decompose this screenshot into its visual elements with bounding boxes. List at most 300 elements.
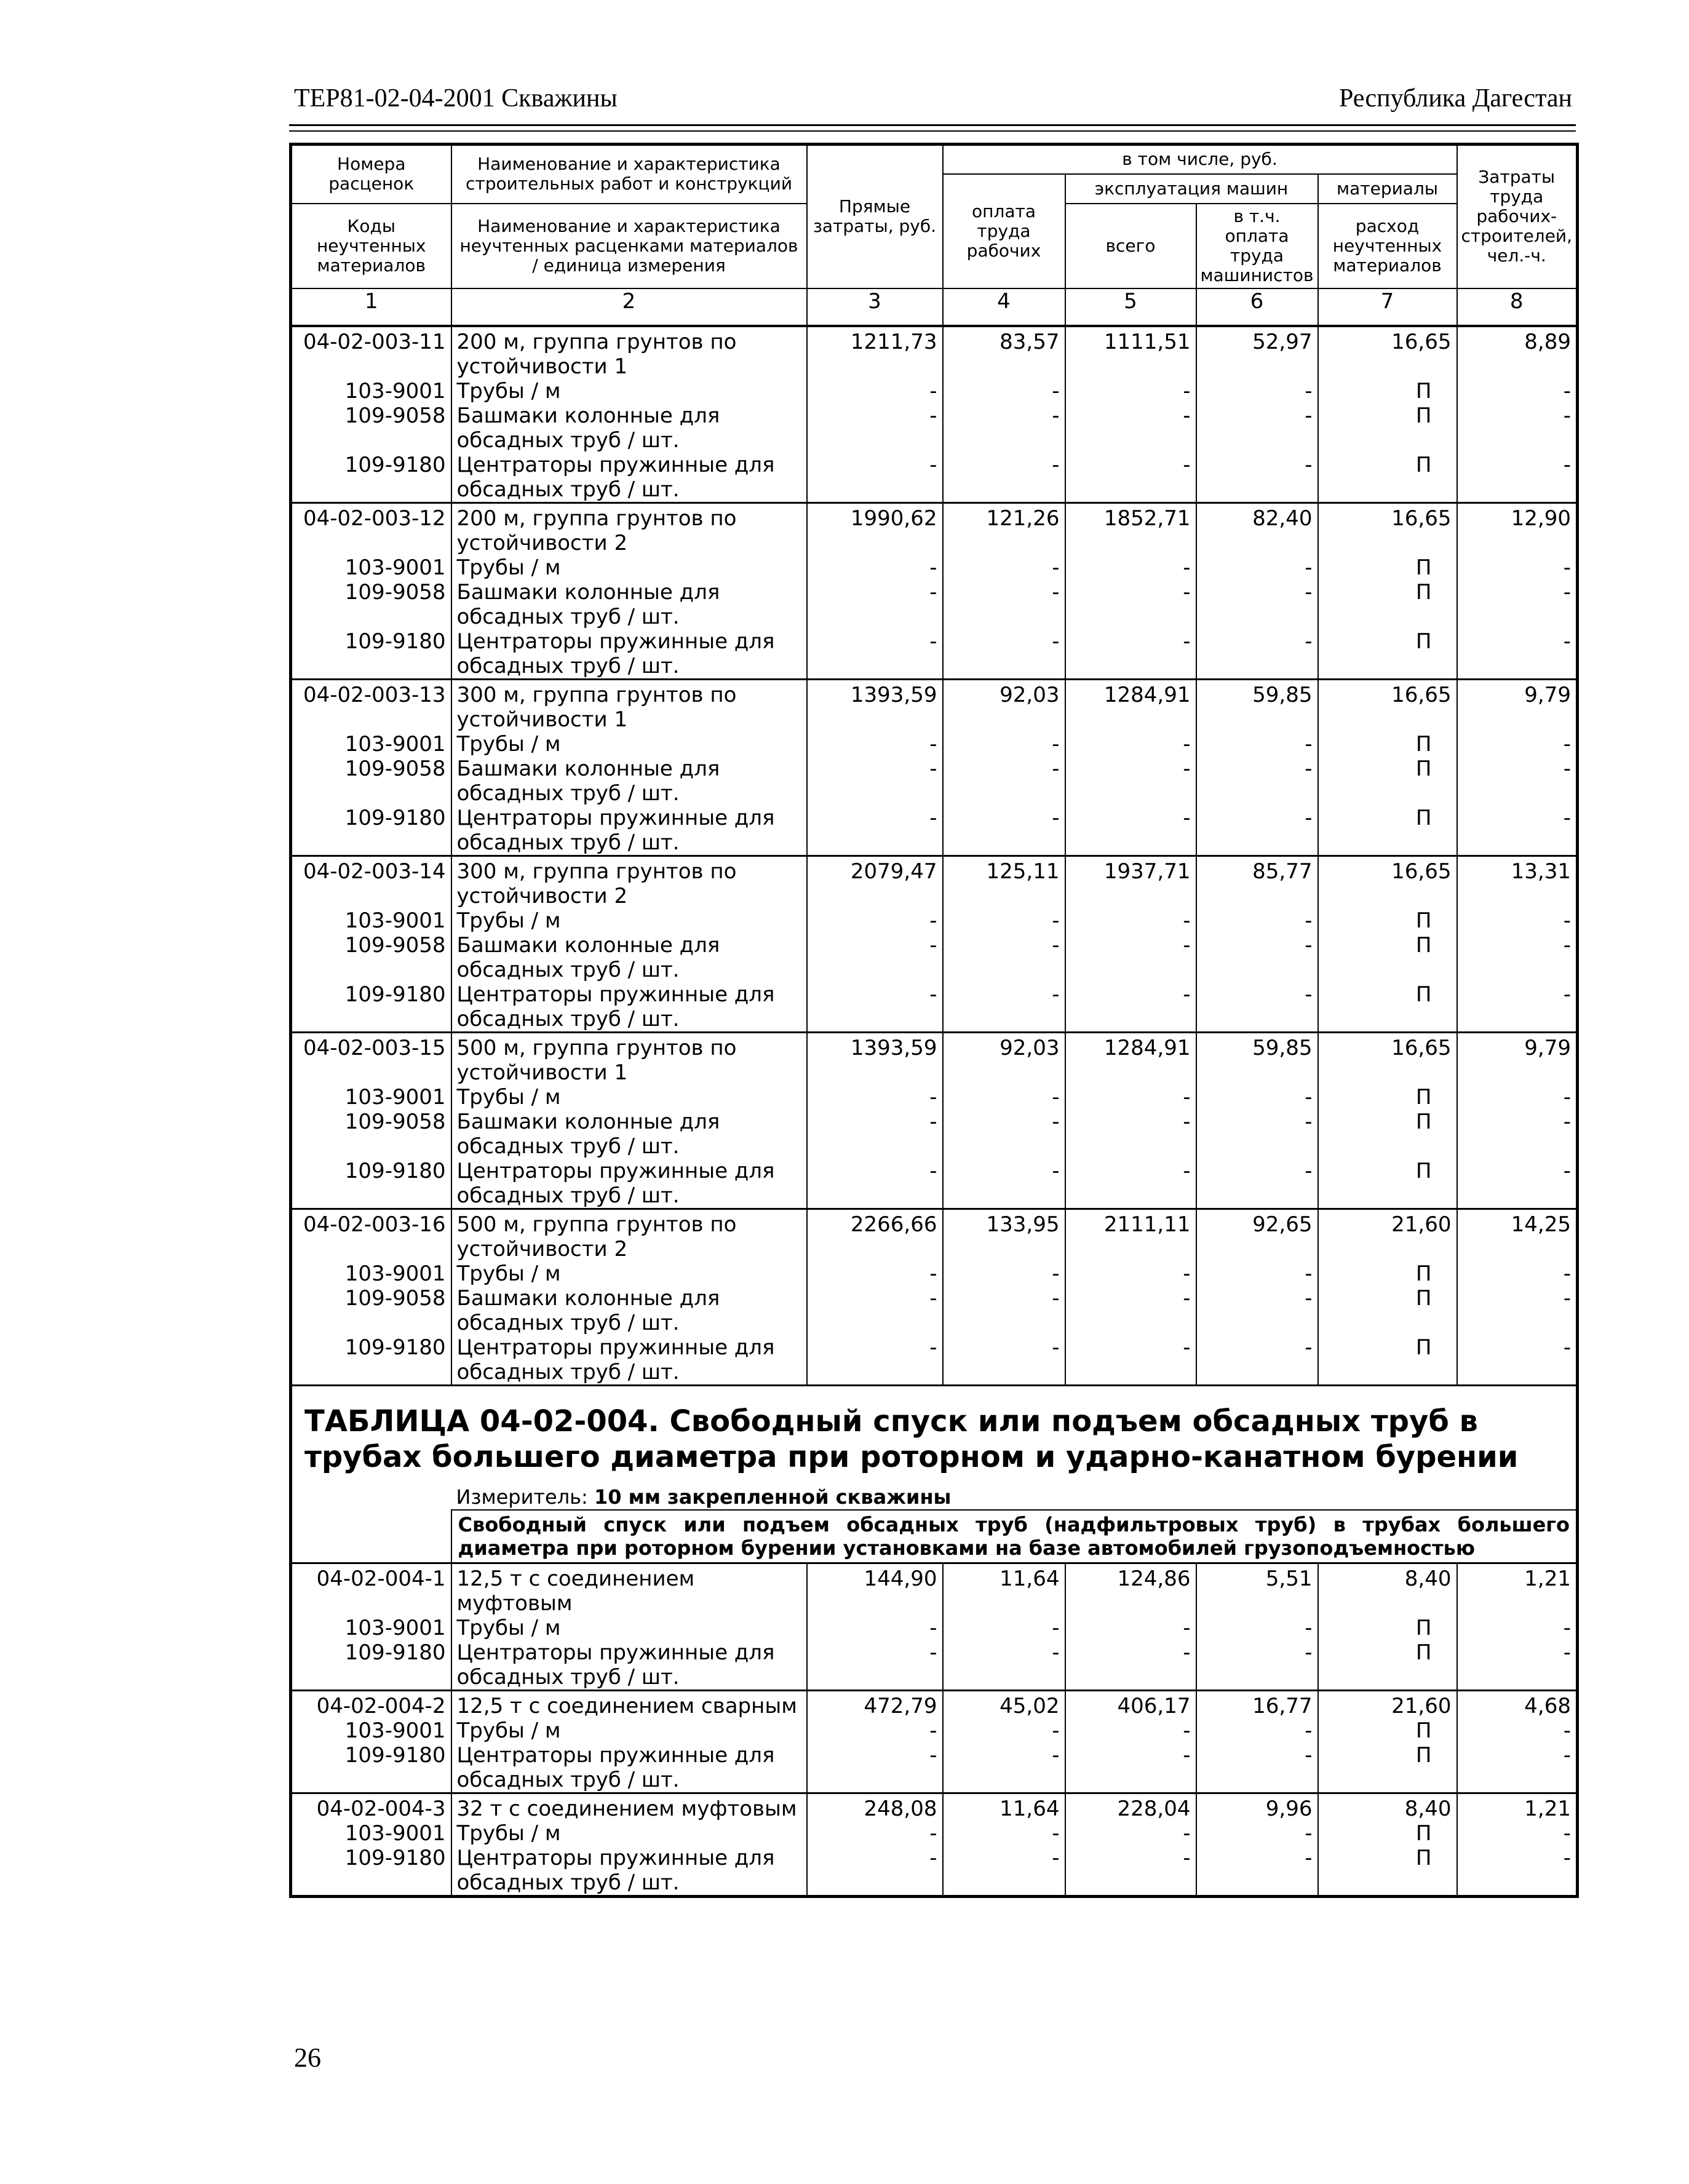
- material-row: [291, 1616, 1578, 1640]
- material-name: Трубы / м: [451, 1718, 807, 1743]
- rate-name: 12,5 т с соединением сварным: [451, 1690, 807, 1718]
- rate-value: 59,85: [1196, 1032, 1318, 1085]
- unaccounted-mark: П: [1318, 982, 1457, 1033]
- dash-cell: -: [1196, 1616, 1318, 1640]
- unaccounted-mark: П: [1318, 1085, 1457, 1110]
- dash-cell: -: [1065, 1159, 1196, 1209]
- dash-cell: -: [1457, 1286, 1578, 1335]
- material-row: [291, 908, 1578, 933]
- dash-cell: -: [1065, 629, 1196, 680]
- material-code: 109-9058: [291, 933, 451, 982]
- material-code: 109-9058: [291, 756, 451, 806]
- dash-cell: -: [1196, 1110, 1318, 1159]
- rate-value: 16,65: [1318, 1032, 1457, 1085]
- material-code: 103-9001: [291, 555, 451, 580]
- dash-cell: -: [943, 1846, 1065, 1897]
- table-title-text: Свободный спуск или подъем обсадных труб в трубах большего диаметра при роторном и ударно-канатном бурении: [304, 1404, 1519, 1474]
- rate-code: 04-02-003-11: [291, 326, 451, 379]
- material-row: [291, 982, 1578, 1033]
- material-name: Башмаки колонные для обсадных труб / шт.: [451, 933, 807, 982]
- table-body-2: [291, 1563, 1578, 1896]
- dash-cell: -: [1196, 1640, 1318, 1691]
- dash-cell: -: [1196, 629, 1318, 680]
- rate-value: 1990,62: [807, 502, 943, 555]
- dash-cell: -: [943, 1261, 1065, 1286]
- rate-value: 8,40: [1318, 1793, 1457, 1821]
- rate-value: 4,68: [1457, 1690, 1578, 1718]
- section2-heading: [291, 1385, 1578, 1563]
- dash-cell: -: [1196, 756, 1318, 806]
- page-number: 26: [294, 2043, 321, 2073]
- col-num: 5: [1065, 288, 1196, 326]
- dash-cell: -: [807, 1110, 943, 1159]
- col-num: 2: [451, 288, 807, 326]
- dash-cell: -: [807, 629, 943, 680]
- dash-cell: -: [1065, 1846, 1196, 1897]
- rate-row: [291, 326, 1578, 379]
- material-name: Башмаки колонные для обсадных труб / шт.: [451, 403, 807, 453]
- dash-cell: -: [1065, 453, 1196, 503]
- unaccounted-mark: П: [1318, 732, 1457, 756]
- col2-bottom-heading: Наименование и характеристика неучтенных расценками материалов / единица измерения: [451, 204, 807, 288]
- dash-cell: -: [943, 1616, 1065, 1640]
- machines-heading: эксплуатация машин: [1065, 174, 1318, 204]
- material-name: Центраторы пружинные для обсадных труб / шт.: [451, 1335, 807, 1386]
- dash-cell: -: [807, 982, 943, 1033]
- dash-cell: -: [1196, 732, 1318, 756]
- dash-cell: -: [1065, 580, 1196, 629]
- dash-cell: -: [807, 1085, 943, 1110]
- dash-cell: -: [1065, 908, 1196, 933]
- dash-cell: -: [1196, 403, 1318, 453]
- dash-cell: -: [1196, 1261, 1318, 1286]
- dash-cell: -: [1196, 806, 1318, 856]
- rate-row: [291, 1209, 1578, 1261]
- rate-value: 8,89: [1457, 326, 1578, 379]
- dash-cell: -: [1457, 1616, 1578, 1640]
- col-num: 1: [291, 288, 451, 326]
- col1-bottom-heading: Коды неучтенных материалов: [291, 204, 451, 288]
- col6-heading: в т.ч. оплата труда машинистов: [1196, 204, 1318, 288]
- material-row: [291, 806, 1578, 856]
- dash-cell: -: [943, 580, 1065, 629]
- material-row: [291, 1846, 1578, 1897]
- rate-value: 16,65: [1318, 502, 1457, 555]
- measure-value: 10 мм закрепленной скважины: [594, 1485, 952, 1509]
- col-num: 7: [1318, 288, 1457, 326]
- rate-name: 300 м, группа грунтов по устойчивости 2: [451, 856, 807, 908]
- dash-cell: -: [1457, 982, 1578, 1033]
- dash-cell: -: [1196, 1743, 1318, 1793]
- rate-value: 21,60: [1318, 1690, 1457, 1718]
- dash-cell: -: [807, 933, 943, 982]
- unaccounted-mark: П: [1318, 453, 1457, 503]
- rate-value: 92,65: [1196, 1209, 1318, 1261]
- dash-cell: -: [1196, 1159, 1318, 1209]
- rate-code: 04-02-004-2: [291, 1690, 451, 1718]
- dash-cell: -: [943, 1335, 1065, 1386]
- rate-row: [291, 1793, 1578, 1821]
- rate-name: 12,5 т с соединением муфтовым: [451, 1563, 807, 1616]
- dash-cell: -: [1065, 1110, 1196, 1159]
- rate-value: 124,86: [1065, 1563, 1196, 1616]
- table-header: [291, 145, 1578, 288]
- dash-cell: -: [807, 756, 943, 806]
- rate-code: 04-02-004-1: [291, 1563, 451, 1616]
- rate-name: 200 м, группа грунтов по устойчивости 1: [451, 326, 807, 379]
- dash-cell: -: [1457, 1846, 1578, 1897]
- unaccounted-mark: П: [1318, 1159, 1457, 1209]
- header-rule: [289, 124, 1576, 126]
- dash-cell: -: [1065, 1085, 1196, 1110]
- material-name: Трубы / м: [451, 1085, 807, 1110]
- material-name: Башмаки колонные для обсадных труб / шт.: [451, 1110, 807, 1159]
- material-name: Башмаки колонные для обсадных труб / шт.: [451, 1286, 807, 1335]
- material-code: 103-9001: [291, 379, 451, 403]
- col3-heading: Прямые затраты, руб.: [807, 145, 943, 288]
- rate-name: 32 т с соединением муфтовым: [451, 1793, 807, 1821]
- dash-cell: -: [943, 1159, 1065, 1209]
- dash-cell: -: [1065, 1616, 1196, 1640]
- subsection-heading: Свободный спуск или подъем обсадных труб (надфильтровых труб) в трубах большего диаметра при роторном бурении установками на базе автомобилей грузоподъемностью: [451, 1510, 1578, 1563]
- dash-cell: -: [1457, 555, 1578, 580]
- dash-cell: -: [1065, 379, 1196, 403]
- material-code: 109-9180: [291, 1159, 451, 1209]
- material-row: [291, 1085, 1578, 1110]
- unaccounted-mark: П: [1318, 1821, 1457, 1846]
- dash-cell: -: [943, 1110, 1065, 1159]
- dash-cell: -: [943, 933, 1065, 982]
- material-name: Трубы / м: [451, 555, 807, 580]
- unaccounted-mark: П: [1318, 555, 1457, 580]
- dash-cell: -: [807, 732, 943, 756]
- dash-cell: -: [807, 1718, 943, 1743]
- dash-cell: -: [1065, 732, 1196, 756]
- unaccounted-mark: П: [1318, 933, 1457, 982]
- material-name: Центраторы пружинные для обсадных труб / шт.: [451, 1846, 807, 1897]
- material-row: [291, 1718, 1578, 1743]
- dash-cell: -: [1065, 403, 1196, 453]
- dash-cell: -: [943, 1821, 1065, 1846]
- rate-code: 04-02-004-3: [291, 1793, 451, 1821]
- dash-cell: -: [1457, 933, 1578, 982]
- rate-value: 1393,59: [807, 1032, 943, 1085]
- unaccounted-mark: П: [1318, 1640, 1457, 1691]
- dash-cell: -: [1457, 1743, 1578, 1793]
- dash-cell: -: [1065, 1718, 1196, 1743]
- rate-value: 9,79: [1457, 679, 1578, 732]
- rate-value: 9,96: [1196, 1793, 1318, 1821]
- rate-name: 500 м, группа грунтов по устойчивости 2: [451, 1209, 807, 1261]
- dash-cell: -: [1457, 1821, 1578, 1846]
- rate-value: 228,04: [1065, 1793, 1196, 1821]
- unaccounted-mark: П: [1318, 1846, 1457, 1897]
- dash-cell: -: [1457, 1110, 1578, 1159]
- dash-cell: -: [807, 1286, 943, 1335]
- rate-value: 1937,71: [1065, 856, 1196, 908]
- dash-cell: -: [1196, 1085, 1318, 1110]
- rate-value: 5,51: [1196, 1563, 1318, 1616]
- material-name: Центраторы пружинные для обсадных труб / шт.: [451, 629, 807, 680]
- dash-cell: -: [807, 453, 943, 503]
- unaccounted-mark: П: [1318, 1261, 1457, 1286]
- table-title: [291, 1385, 1578, 1481]
- rate-value: 16,77: [1196, 1690, 1318, 1718]
- dash-cell: -: [1457, 732, 1578, 756]
- measure-label: Измеритель:: [456, 1485, 588, 1509]
- dash-cell: -: [943, 1718, 1065, 1743]
- material-row: [291, 403, 1578, 453]
- unaccounted-mark: П: [1318, 1616, 1457, 1640]
- dash-cell: -: [943, 1085, 1065, 1110]
- material-name: Центраторы пружинные для обсадных труб / шт.: [451, 982, 807, 1033]
- material-name: Трубы / м: [451, 908, 807, 933]
- materials-heading: материалы: [1318, 174, 1457, 204]
- dash-cell: -: [1457, 908, 1578, 933]
- dash-cell: -: [1196, 580, 1318, 629]
- dash-cell: -: [943, 756, 1065, 806]
- dash-cell: -: [1196, 933, 1318, 982]
- rate-row: [291, 502, 1578, 555]
- material-code: 109-9180: [291, 1335, 451, 1386]
- rate-value: 83,57: [943, 326, 1065, 379]
- dash-cell: -: [807, 1616, 943, 1640]
- material-code: 109-9180: [291, 453, 451, 503]
- dash-cell: -: [1457, 806, 1578, 856]
- unaccounted-mark: П: [1318, 1743, 1457, 1793]
- material-code: 109-9180: [291, 982, 451, 1033]
- rate-name: 500 м, группа грунтов по устойчивости 1: [451, 1032, 807, 1085]
- dash-cell: -: [1457, 1640, 1578, 1691]
- dash-cell: -: [807, 1261, 943, 1286]
- material-row: [291, 555, 1578, 580]
- dash-cell: -: [807, 403, 943, 453]
- dash-cell: -: [1457, 1261, 1578, 1286]
- col-num: 6: [1196, 288, 1318, 326]
- dash-cell: -: [1457, 379, 1578, 403]
- table-title-label: ТАБЛИЦА 04-02-004.: [304, 1404, 659, 1439]
- dash-cell: -: [943, 1743, 1065, 1793]
- material-code: 103-9001: [291, 1261, 451, 1286]
- rate-value: 125,11: [943, 856, 1065, 908]
- unaccounted-mark: П: [1318, 580, 1457, 629]
- material-row: [291, 933, 1578, 982]
- dash-cell: -: [807, 806, 943, 856]
- dash-cell: -: [943, 1286, 1065, 1335]
- material-name: Башмаки колонные для обсадных труб / шт.: [451, 580, 807, 629]
- included-heading: в том числе, руб.: [943, 145, 1457, 174]
- dash-cell: -: [943, 555, 1065, 580]
- dash-cell: -: [807, 1335, 943, 1386]
- rate-name: 200 м, группа грунтов по устойчивости 2: [451, 502, 807, 555]
- rate-value: 1111,51: [1065, 326, 1196, 379]
- rate-value: 144,90: [807, 1563, 943, 1616]
- material-row: [291, 1286, 1578, 1335]
- rate-value: 2266,66: [807, 1209, 943, 1261]
- dash-cell: -: [1457, 453, 1578, 503]
- rate-row: [291, 856, 1578, 908]
- dash-cell: -: [943, 806, 1065, 856]
- col2-top-heading: Наименование и характеристика строительных работ и конструкций: [451, 145, 807, 204]
- rate-row: [291, 1563, 1578, 1616]
- dash-cell: -: [1457, 756, 1578, 806]
- rate-value: 14,25: [1457, 1209, 1578, 1261]
- rate-value: 12,90: [1457, 502, 1578, 555]
- unaccounted-mark: П: [1318, 1335, 1457, 1386]
- rate-row: [291, 679, 1578, 732]
- rate-value: 16,65: [1318, 326, 1457, 379]
- material-name: Трубы / м: [451, 379, 807, 403]
- col1-top-heading: Номера расценок: [291, 145, 451, 204]
- material-row: [291, 756, 1578, 806]
- col-num: 4: [943, 288, 1065, 326]
- material-code: 109-9058: [291, 1110, 451, 1159]
- material-row: [291, 1743, 1578, 1793]
- rates-table: [289, 143, 1579, 1898]
- dash-cell: -: [1457, 403, 1578, 453]
- rate-value: 82,40: [1196, 502, 1318, 555]
- material-row: [291, 453, 1578, 503]
- rate-value: 16,65: [1318, 856, 1457, 908]
- rate-name: 300 м, группа грунтов по устойчивости 1: [451, 679, 807, 732]
- unaccounted-mark: П: [1318, 1286, 1457, 1335]
- material-name: Башмаки колонные для обсадных труб / шт.: [451, 756, 807, 806]
- dash-cell: -: [1457, 1335, 1578, 1386]
- dash-cell: -: [1196, 1335, 1318, 1386]
- dash-cell: -: [1196, 1286, 1318, 1335]
- dash-cell: -: [1065, 1821, 1196, 1846]
- dash-cell: -: [943, 1640, 1065, 1691]
- dash-cell: -: [1196, 453, 1318, 503]
- dash-cell: -: [1065, 806, 1196, 856]
- dash-cell: -: [1065, 933, 1196, 982]
- dash-cell: -: [807, 1159, 943, 1209]
- rate-code: 04-02-003-15: [291, 1032, 451, 1085]
- running-header-title: ТЕР81-02-04-2001 Скважины: [294, 84, 618, 113]
- rate-value: 52,97: [1196, 326, 1318, 379]
- dash-cell: -: [1196, 1718, 1318, 1743]
- material-code: 103-9001: [291, 908, 451, 933]
- dash-cell: -: [1196, 1821, 1318, 1846]
- dash-cell: -: [807, 555, 943, 580]
- unaccounted-mark: П: [1318, 379, 1457, 403]
- rate-value: 13,31: [1457, 856, 1578, 908]
- material-name: Центраторы пружинные для обсадных труб / шт.: [451, 1640, 807, 1691]
- dash-cell: -: [1065, 756, 1196, 806]
- rate-value: 45,02: [943, 1690, 1065, 1718]
- dash-cell: -: [943, 629, 1065, 680]
- dash-cell: -: [943, 732, 1065, 756]
- rate-value: 21,60: [1318, 1209, 1457, 1261]
- unaccounted-mark: П: [1318, 806, 1457, 856]
- dash-cell: -: [807, 580, 943, 629]
- material-name: Трубы / м: [451, 1261, 807, 1286]
- rate-value: 1211,73: [807, 326, 943, 379]
- col4-heading: оплата труда рабочих: [943, 174, 1065, 288]
- dash-cell: -: [943, 403, 1065, 453]
- rate-value: 1284,91: [1065, 679, 1196, 732]
- rate-value: 8,40: [1318, 1563, 1457, 1616]
- measure-line: [451, 1481, 1578, 1510]
- col-num: 8: [1457, 288, 1578, 326]
- rate-value: 92,03: [943, 679, 1065, 732]
- dash-cell: -: [1065, 1640, 1196, 1691]
- material-name: Центраторы пружинные для обсадных труб / шт.: [451, 1743, 807, 1793]
- material-code: 103-9001: [291, 1616, 451, 1640]
- material-name: Трубы / м: [451, 1821, 807, 1846]
- rate-value: 92,03: [943, 1032, 1065, 1085]
- dash-cell: -: [1196, 982, 1318, 1033]
- material-row: [291, 732, 1578, 756]
- dash-cell: -: [1196, 555, 1318, 580]
- material-name: Трубы / м: [451, 732, 807, 756]
- rate-value: 133,95: [943, 1209, 1065, 1261]
- material-code: 109-9180: [291, 1743, 451, 1793]
- dash-cell: -: [1457, 629, 1578, 680]
- dash-cell: -: [1457, 1159, 1578, 1209]
- rate-row: [291, 1032, 1578, 1085]
- material-code: 103-9001: [291, 1085, 451, 1110]
- rate-value: 11,64: [943, 1793, 1065, 1821]
- dash-cell: -: [943, 908, 1065, 933]
- material-code: 103-9001: [291, 1821, 451, 1846]
- material-row: [291, 1821, 1578, 1846]
- dash-cell: -: [1065, 1743, 1196, 1793]
- unaccounted-mark: П: [1318, 908, 1457, 933]
- running-header-region: Республика Дагестан: [1338, 84, 1572, 113]
- unaccounted-mark: П: [1318, 403, 1457, 453]
- unaccounted-mark: П: [1318, 629, 1457, 680]
- material-row: [291, 629, 1578, 680]
- rate-value: 11,64: [943, 1563, 1065, 1616]
- header-rule-thin: [289, 130, 1576, 132]
- rate-value: 1284,91: [1065, 1032, 1196, 1085]
- material-code: 103-9001: [291, 732, 451, 756]
- material-row: [291, 1335, 1578, 1386]
- material-row: [291, 1640, 1578, 1691]
- dash-cell: -: [1065, 1286, 1196, 1335]
- material-code: 109-9058: [291, 580, 451, 629]
- rate-value: 85,77: [1196, 856, 1318, 908]
- dash-cell: -: [1065, 982, 1196, 1033]
- material-name: Центраторы пружинные для обсадных труб / шт.: [451, 1159, 807, 1209]
- rate-value: 121,26: [943, 502, 1065, 555]
- dash-cell: -: [943, 453, 1065, 503]
- rate-value: 16,65: [1318, 679, 1457, 732]
- rate-value: 1,21: [1457, 1563, 1578, 1616]
- unaccounted-mark: П: [1318, 1718, 1457, 1743]
- material-row: [291, 379, 1578, 403]
- material-code: 109-9180: [291, 629, 451, 680]
- rate-value: 2111,11: [1065, 1209, 1196, 1261]
- rate-value: 406,17: [1065, 1690, 1196, 1718]
- dash-cell: -: [1457, 580, 1578, 629]
- column-number-row: [291, 288, 1578, 326]
- material-code: 109-9058: [291, 1286, 451, 1335]
- dash-cell: -: [807, 1821, 943, 1846]
- material-code: 109-9180: [291, 1640, 451, 1691]
- material-row: [291, 1110, 1578, 1159]
- material-name: Трубы / м: [451, 1616, 807, 1640]
- dash-cell: -: [807, 908, 943, 933]
- unaccounted-mark: П: [1318, 1110, 1457, 1159]
- rate-code: 04-02-003-13: [291, 679, 451, 732]
- dash-cell: -: [1065, 1261, 1196, 1286]
- rate-value: 472,79: [807, 1690, 943, 1718]
- material-row: [291, 580, 1578, 629]
- dash-cell: -: [807, 1846, 943, 1897]
- material-row: [291, 1261, 1578, 1286]
